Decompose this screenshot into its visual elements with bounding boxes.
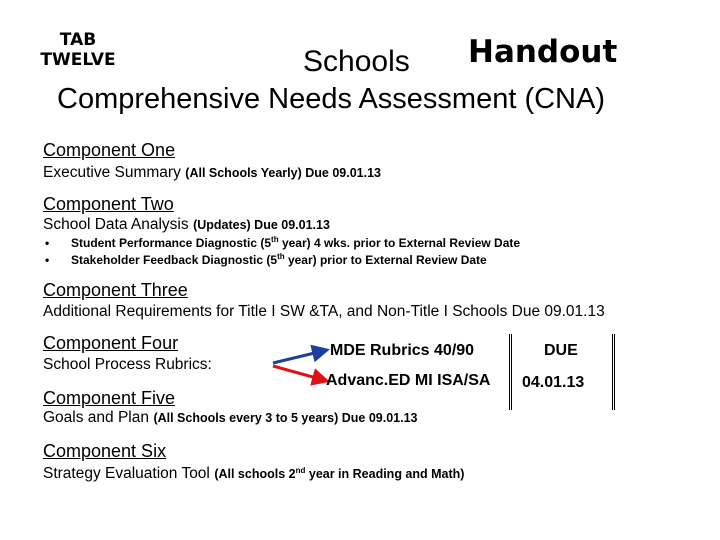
component-two-heading: Component Two [43,194,174,214]
component-five-heading: Component Five [43,388,176,408]
due-date: 04.01.13 [522,374,585,391]
component-one-line [43,164,381,182]
component-three-heading: Component Three [43,280,188,300]
tab-line-2: TWELVE [40,50,116,70]
component-six-note-post: year in Reading and Math) [305,467,465,481]
component-one-note: (All Schools Yearly) Due 09.01.13 [185,166,381,180]
blue-arrow [273,350,327,363]
mde-rubrics: MDE Rubrics 40/90 [330,342,475,359]
list-item [45,252,487,267]
component-five-note: (All Schools every 3 to 5 years) Due 09.01.13 [153,411,418,425]
component-six-line [43,465,464,483]
bullet-text-pre: Student Performance Diagnostic (5 [71,236,272,250]
tab-label [36,30,120,70]
component-four-text: School Process Rubrics: [43,356,212,373]
page-title: Comprehensive Needs Assessment (CNA) [57,83,605,115]
list-item [45,235,520,250]
component-two-note: (Updates) Due 09.01.13 [193,218,330,232]
bullet-text-pre: Stakeholder Feedback Diagnostic (5 [71,253,278,267]
component-two-text: School Data Analysis [43,216,189,233]
component-one-heading: Component One [43,140,176,160]
component-six-heading: Component Six [43,441,167,461]
bullet-marker: • [45,236,50,250]
component-one-text: Executive Summary [43,164,181,181]
bullet-marker: • [45,253,50,267]
tab-line-1: TAB [59,30,97,50]
red-arrow [273,366,327,381]
advanced-isa-sa: Advanc.ED MI ISA/SA [326,372,491,389]
component-five-line [43,409,417,427]
component-six-text: Strategy Evaluation Tool [43,465,210,482]
component-three-text: Additional Requirements for Title I SW &TA, and Non-Title I Schools Due 09.01.13 [43,303,605,320]
component-six-note-sup: nd [295,465,306,475]
bullet-text-post: year) 4 wks. prior to External Review Date [278,236,521,250]
bullet-sup: th [271,235,279,244]
bullet-text-post: year) prior to External Review Date [284,253,487,267]
component-two-line [43,216,330,234]
due-label: DUE [544,342,578,359]
handout-word: Handout [468,34,618,70]
component-four-heading: Component Four [43,333,179,353]
component-five-text: Goals and Plan [43,409,149,426]
schools-word: Schools [303,45,410,78]
component-six-note-pre: (All schools 2 [214,467,296,481]
component-six-note [214,467,464,481]
bullet-sup: th [277,252,285,261]
